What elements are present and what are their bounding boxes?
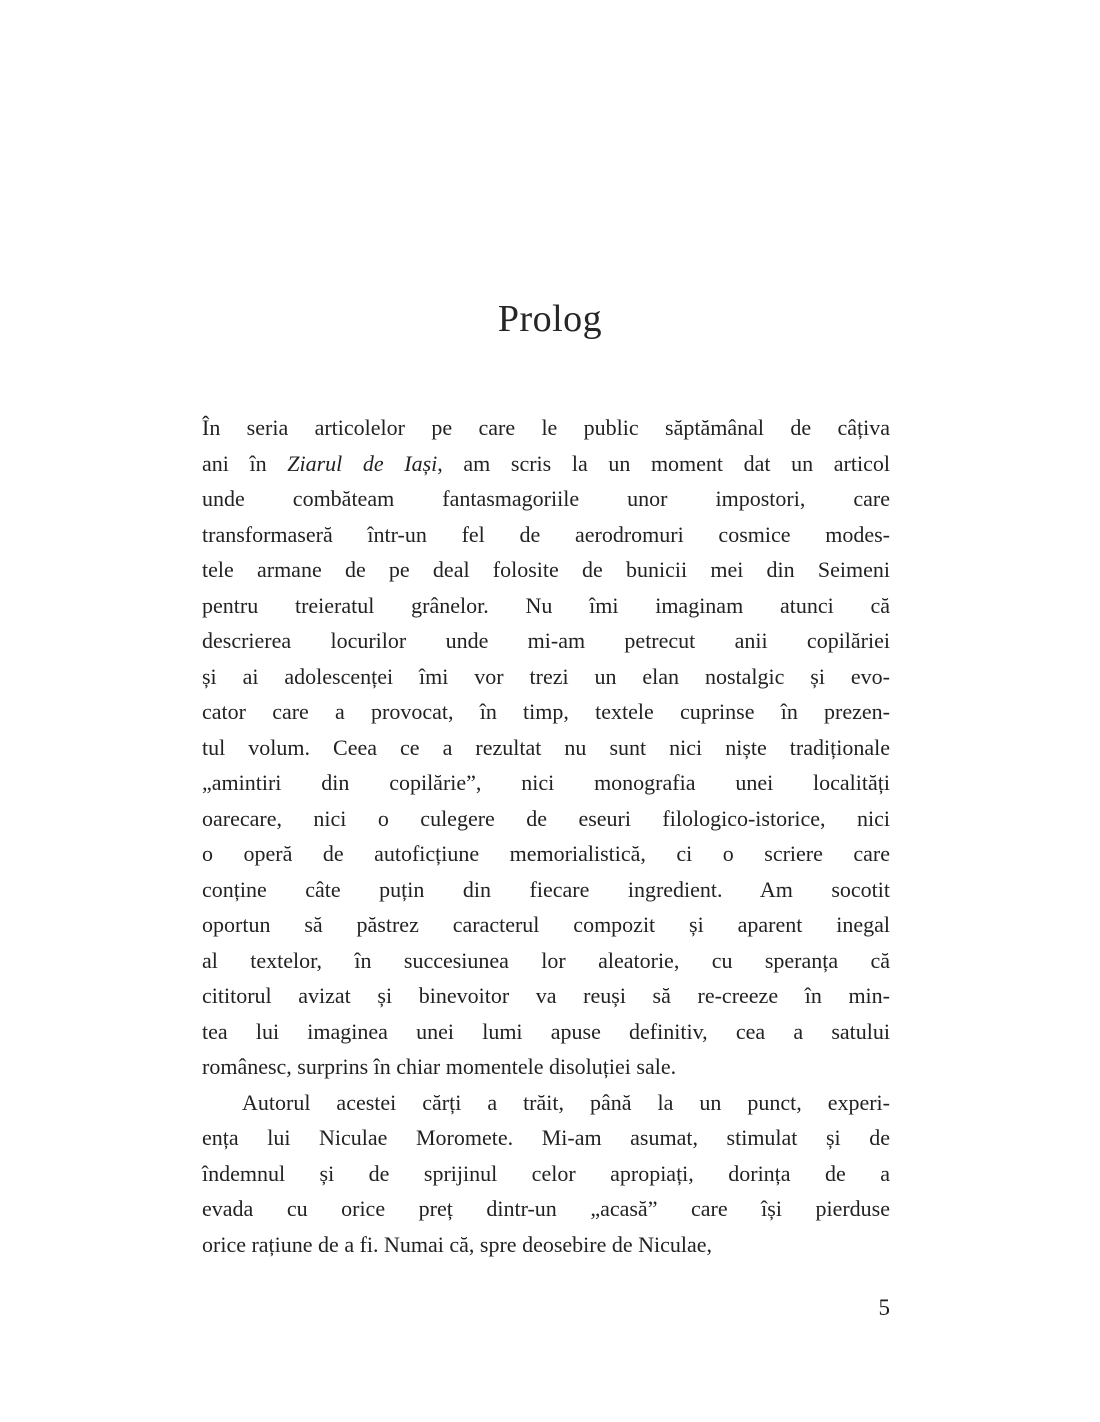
text-line: românesc, surprins în chiar momentele disoluției sale. <box>202 1054 677 1079</box>
text-line: tea lui imaginea unei lumi apuse definitiv, cea a satului <box>202 1018 890 1044</box>
text-line: cititorul avizat și binevoitor va reuși să re-creeze în min- <box>202 983 890 1008</box>
text-line: ența lui Niculae Moromete. Mi-am asumat, stimulat și de <box>202 1125 890 1150</box>
text-line: tele armane de pe deal folosite de bunicii mei din Seimeni <box>202 557 890 582</box>
text-line <box>202 446 890 482</box>
text-line: orice rațiune de a fi. Numai că, spre deosebire de Niculae, <box>202 1231 713 1257</box>
text-line: cator care a provocat, în timp, textele cuprinse în prezen- <box>202 699 890 724</box>
text-segment: , am scris la un moment dat un articol <box>437 450 890 476</box>
text-line: al textelor, în succesiunea lor aleatorie, cu speranța că <box>202 947 890 973</box>
text-line: În seria articolelor pe care le public săptămânal de câțiva <box>202 415 890 440</box>
italic-title-segment: Ziarul de Iași <box>287 450 438 476</box>
text-line: descrierea locurilor unde mi-am petrecut anii copilăriei <box>202 628 890 653</box>
text-line: o operă de autoficțiune memorialistică, ci o scriere care <box>202 841 890 866</box>
chapter-title: Prolog <box>497 298 603 340</box>
body-text <box>202 410 890 1262</box>
text-line: transformaseră într-un fel de aerodromuri cosmice modes- <box>202 521 890 547</box>
text-line: conține câte puțin din fiecare ingredient. Am socotit <box>202 876 890 902</box>
text-line: oportun să păstrez caracterul compozit și aparent inegal <box>202 912 890 937</box>
text-line: oarecare, nici o culegere de eseuri filologico-istorice, nici <box>202 805 890 831</box>
text-line: „amintiri din copilărie”, nici monografia unei localități <box>202 770 890 795</box>
text-line: și ai adolescenței îmi vor trezi un elan nostalgic și evo- <box>202 663 890 689</box>
text-line: îndemnul și de sprijinul celor apropiați, dorința de a <box>202 1160 890 1186</box>
text-line: pentru treieratul grânelor. Nu îmi imaginam atunci că <box>202 592 890 618</box>
text-line: tul volum. Ceea ce a rezultat nu sunt nici niște tradiționale <box>202 734 890 760</box>
text-line: evada cu orice preț dintr-un „acasă” care își pierduse <box>202 1196 890 1221</box>
text-line: Autorul acestei cărți a trăit, până la un punct, experi- <box>242 1089 890 1115</box>
text-segment: ani în <box>202 450 288 476</box>
page-number: 5 <box>878 1295 890 1320</box>
text-line: unde combăteam fantasmagoriile unor impostori, care <box>202 486 890 511</box>
